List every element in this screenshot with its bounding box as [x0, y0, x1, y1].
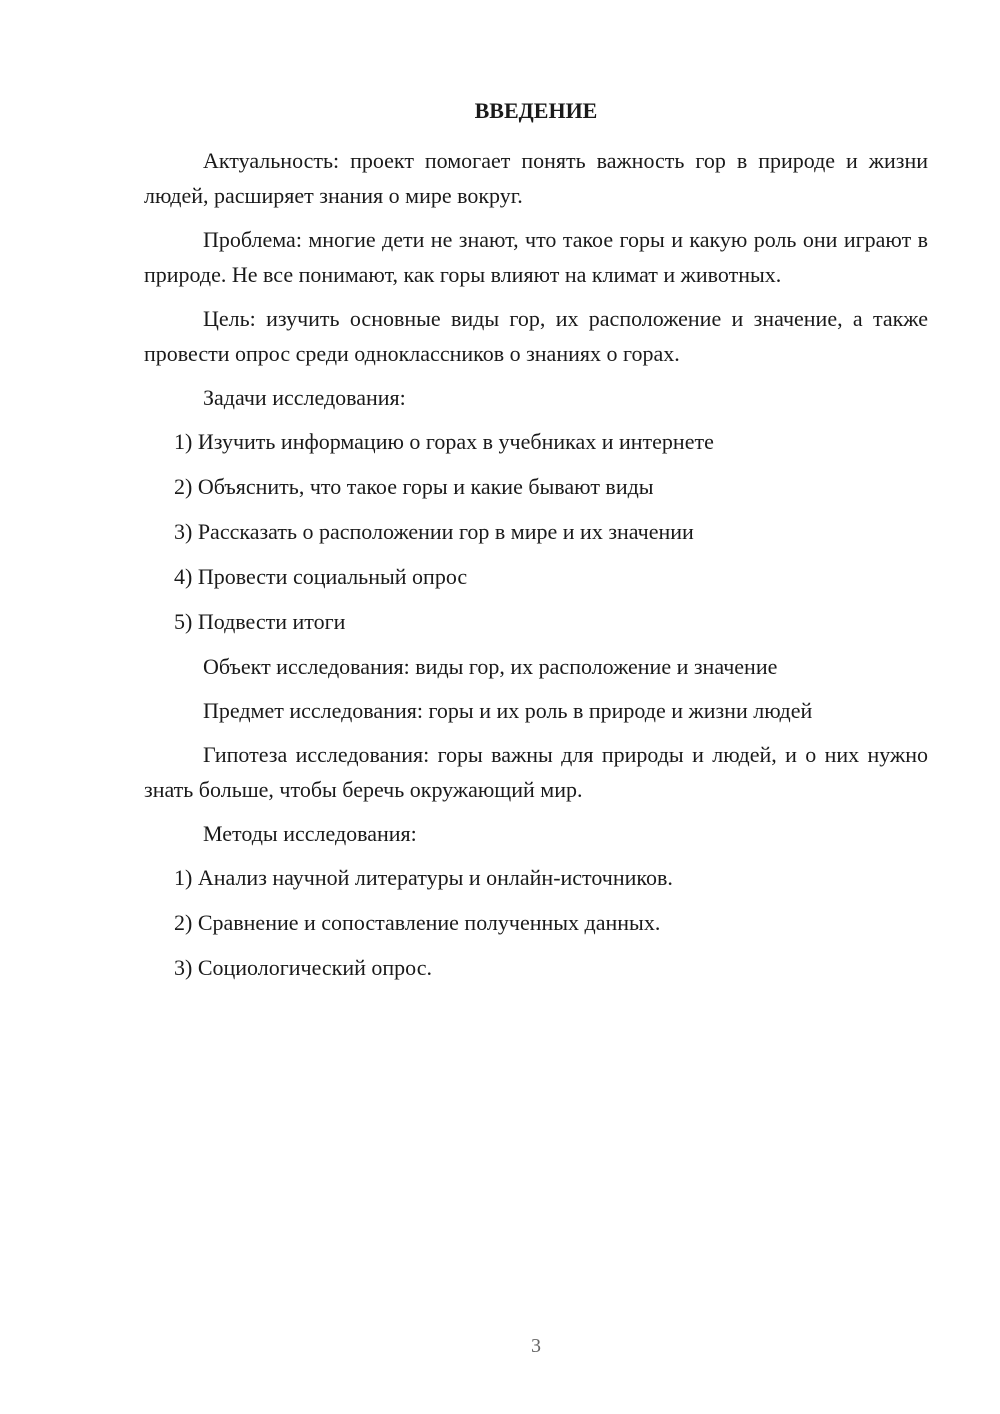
methods-title: Методы исследования: — [203, 821, 417, 846]
task-item: 3) Рассказать о расположении гор в мире и их значении — [174, 519, 694, 544]
tasks-title: Задачи исследования: — [203, 385, 406, 410]
task-item: 2) Объяснить, что такое горы и какие бывают виды — [174, 474, 654, 499]
method-item: 2) Сравнение и сопоставление полученных данных. — [174, 910, 661, 935]
page-number: 3 — [531, 1335, 541, 1357]
method-item: 1) Анализ научной литературы и онлайн-источников. — [174, 865, 673, 890]
subject-paragraph: Предмет исследования: горы и их роль в природе и жизни людей — [203, 698, 813, 723]
problem-paragraph: Проблема: многие дети не знают, что такое горы и какую роль они играют в природе. Не все понимают, как горы влияют на климат и животных. — [144, 227, 928, 287]
page-heading: ВВЕДЕНИЕ — [474, 98, 598, 123]
document-body — [144, 143, 928, 995]
task-item: 4) Провести социальный опрос — [174, 564, 468, 589]
hypothesis-paragraph: Гипотеза исследования: горы важны для природы и людей, и о них нужно знать больше, чтобы беречь окружающий мир. — [144, 742, 928, 802]
method-item: 3) Социологический опрос. — [174, 955, 432, 980]
object-paragraph: Объект исследования: виды гор, их расположение и значение — [203, 654, 778, 679]
goal-paragraph: Цель: изучить основные виды гор, их расположение и значение, а также провести опрос среди одноклассников о знаниях о горах. — [144, 306, 928, 366]
relevance-paragraph: Актуальность: проект помогает понять важность гор в природе и жизни людей, расширяет знания о мире вокруг. — [144, 148, 928, 208]
task-item: 5) Подвести итоги — [174, 609, 346, 634]
task-item: 1) Изучить информацию о горах в учебниках и интернете — [174, 429, 714, 454]
